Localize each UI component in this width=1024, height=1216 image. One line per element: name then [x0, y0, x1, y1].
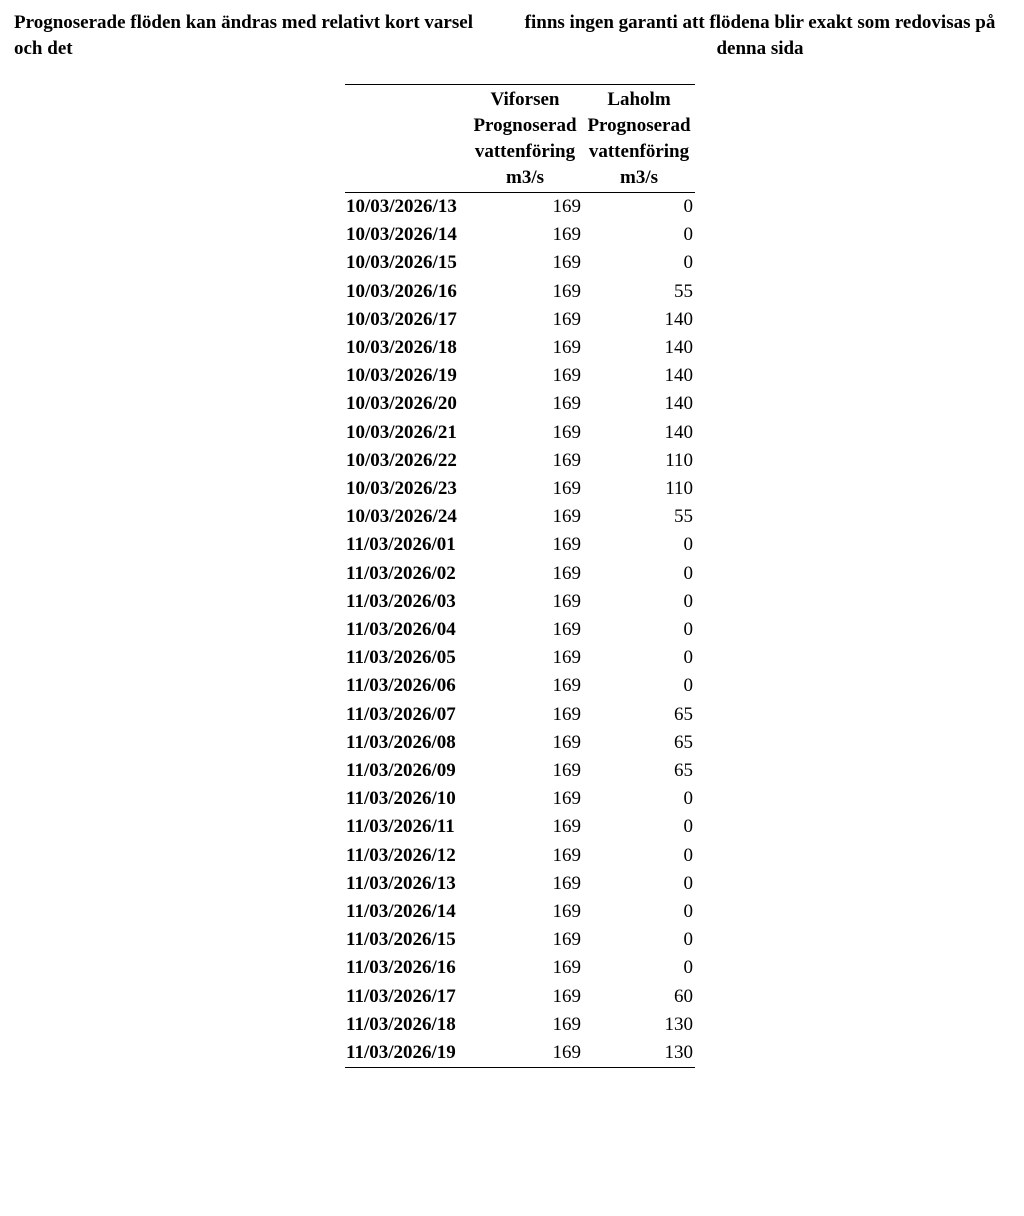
time-cell: 11/03/2026/14	[346, 901, 456, 923]
laholm-cell: 65	[674, 760, 693, 782]
laholm-cell: 0	[683, 224, 693, 246]
table-row	[345, 221, 695, 249]
table-row	[345, 362, 695, 390]
table-row	[345, 757, 695, 785]
laholm-cell: 55	[674, 280, 693, 302]
header-time	[345, 85, 467, 193]
table-row	[345, 278, 695, 306]
viforsen-cell: 169	[552, 337, 581, 359]
laholm-cell: 110	[665, 449, 693, 471]
viforsen-cell: 169	[552, 308, 581, 330]
table-body	[345, 193, 695, 1068]
laholm-cell: 130	[664, 1013, 693, 1035]
time-cell: 11/03/2026/08	[346, 731, 456, 753]
viforsen-cell: 169	[552, 929, 581, 951]
viforsen-cell: 169	[552, 760, 581, 782]
viforsen-cell: 169	[552, 647, 581, 669]
table-row	[345, 672, 695, 700]
table-row	[345, 926, 695, 954]
notice-right-text: finns ingen garanti att flödena blir exakt som redovisas på denna sida	[524, 12, 996, 59]
laholm-cell: 0	[683, 252, 693, 274]
laholm-cell: 0	[683, 196, 693, 217]
notice-left-text: Prognoserade flöden kan ändras med relativt kort varsel och det	[14, 12, 473, 59]
time-cell: 11/03/2026/18	[346, 1013, 456, 1035]
viforsen-cell: 169	[552, 421, 581, 443]
laholm-cell: 0	[683, 901, 693, 923]
viforsen-cell: 169	[552, 562, 581, 584]
time-cell: 11/03/2026/11	[346, 816, 455, 838]
laholm-cell: 140	[664, 308, 693, 330]
time-cell: 10/03/2026/24	[346, 506, 457, 528]
time-cell: 10/03/2026/15	[346, 252, 457, 274]
table-row	[345, 503, 695, 531]
table-row	[345, 193, 695, 222]
header-laholm: Laholm Prognoserad vattenföring m3/s	[587, 89, 691, 188]
table-row	[345, 898, 695, 926]
viforsen-cell: 169	[552, 957, 581, 979]
table-header	[345, 85, 695, 193]
time-cell: 10/03/2026/20	[346, 393, 457, 415]
viforsen-cell: 169	[552, 1042, 581, 1064]
time-cell: 11/03/2026/03	[346, 590, 456, 612]
time-cell: 11/03/2026/15	[346, 929, 456, 951]
time-cell: 11/03/2026/12	[346, 844, 456, 866]
table-row	[345, 475, 695, 503]
time-cell: 10/03/2026/18	[346, 337, 457, 359]
viforsen-cell: 169	[552, 816, 581, 838]
viforsen-cell: 169	[552, 788, 581, 810]
viforsen-cell: 169	[552, 478, 581, 500]
laholm-cell: 0	[683, 844, 693, 866]
laholm-cell: 0	[683, 872, 693, 894]
viforsen-cell: 169	[552, 224, 581, 246]
table-row	[345, 249, 695, 277]
time-cell: 11/03/2026/06	[346, 675, 456, 697]
table-row	[345, 616, 695, 644]
header-row	[345, 85, 695, 193]
laholm-cell: 65	[674, 731, 693, 753]
viforsen-cell: 169	[552, 280, 581, 302]
laholm-cell: 0	[683, 590, 693, 612]
time-cell: 10/03/2026/19	[346, 365, 457, 387]
table-row	[345, 701, 695, 729]
laholm-cell: 140	[664, 393, 693, 415]
table-row	[345, 390, 695, 418]
time-cell: 10/03/2026/13	[346, 196, 457, 217]
table-row	[345, 588, 695, 616]
header-viforsen: Viforsen Prognoserad vattenföring m3/s	[473, 89, 577, 188]
laholm-cell: 0	[683, 534, 693, 556]
viforsen-cell: 169	[552, 1013, 581, 1035]
time-cell: 10/03/2026/22	[346, 449, 457, 471]
table-row	[345, 419, 695, 447]
viforsen-cell: 169	[552, 506, 581, 528]
table-row	[345, 306, 695, 334]
flow-forecast-table	[345, 84, 695, 1068]
viforsen-cell: 169	[552, 619, 581, 641]
viforsen-cell: 169	[552, 985, 581, 1007]
table-row	[345, 842, 695, 870]
laholm-cell: 0	[683, 788, 693, 810]
time-cell: 10/03/2026/16	[346, 280, 457, 302]
laholm-cell: 65	[674, 703, 693, 725]
viforsen-cell: 169	[552, 703, 581, 725]
table-row	[345, 560, 695, 588]
laholm-cell: 0	[683, 929, 693, 951]
laholm-cell: 0	[683, 562, 693, 584]
table-row	[345, 1011, 695, 1039]
laholm-cell: 55	[674, 506, 693, 528]
table-row	[345, 1039, 695, 1068]
time-cell: 11/03/2026/09	[346, 760, 456, 782]
table-row	[345, 813, 695, 841]
time-cell: 11/03/2026/07	[346, 703, 456, 725]
time-cell: 11/03/2026/04	[346, 619, 456, 641]
laholm-cell: 60	[674, 985, 693, 1007]
viforsen-cell: 169	[552, 534, 581, 556]
viforsen-cell: 169	[552, 731, 581, 753]
time-cell: 11/03/2026/05	[346, 647, 456, 669]
time-cell: 11/03/2026/01	[346, 534, 456, 556]
table-row	[345, 729, 695, 757]
table-row	[345, 785, 695, 813]
table-row	[345, 334, 695, 362]
laholm-cell: 140	[664, 421, 693, 443]
laholm-cell: 140	[664, 337, 693, 359]
viforsen-cell: 169	[552, 844, 581, 866]
viforsen-cell: 169	[552, 393, 581, 415]
viforsen-cell: 169	[552, 675, 581, 697]
laholm-cell: 0	[683, 816, 693, 838]
table-row	[345, 983, 695, 1011]
time-cell: 11/03/2026/10	[346, 788, 456, 810]
viforsen-cell: 169	[552, 449, 581, 471]
viforsen-cell: 169	[552, 252, 581, 274]
table-row	[345, 447, 695, 475]
time-cell: 11/03/2026/16	[346, 957, 456, 979]
viforsen-cell: 169	[552, 365, 581, 387]
time-cell: 11/03/2026/19	[346, 1042, 456, 1064]
viforsen-cell: 169	[552, 872, 581, 894]
table-row	[345, 870, 695, 898]
time-cell: 10/03/2026/14	[346, 224, 457, 246]
time-cell: 11/03/2026/17	[346, 985, 456, 1007]
laholm-cell: 0	[683, 675, 693, 697]
laholm-cell: 110	[665, 478, 693, 500]
laholm-cell: 0	[683, 647, 693, 669]
time-cell: 10/03/2026/17	[346, 308, 457, 330]
time-cell: 10/03/2026/21	[346, 421, 457, 443]
viforsen-cell: 169	[552, 196, 581, 217]
time-cell: 11/03/2026/13	[346, 872, 456, 894]
table-row	[345, 954, 695, 982]
laholm-cell: 140	[664, 365, 693, 387]
table-row	[345, 644, 695, 672]
viforsen-cell: 169	[552, 590, 581, 612]
table-row	[345, 531, 695, 559]
laholm-cell: 0	[683, 619, 693, 641]
laholm-cell: 0	[683, 957, 693, 979]
laholm-cell: 130	[664, 1042, 693, 1064]
viforsen-cell: 169	[552, 901, 581, 923]
time-cell: 11/03/2026/02	[346, 562, 456, 584]
time-cell: 10/03/2026/23	[346, 478, 457, 500]
